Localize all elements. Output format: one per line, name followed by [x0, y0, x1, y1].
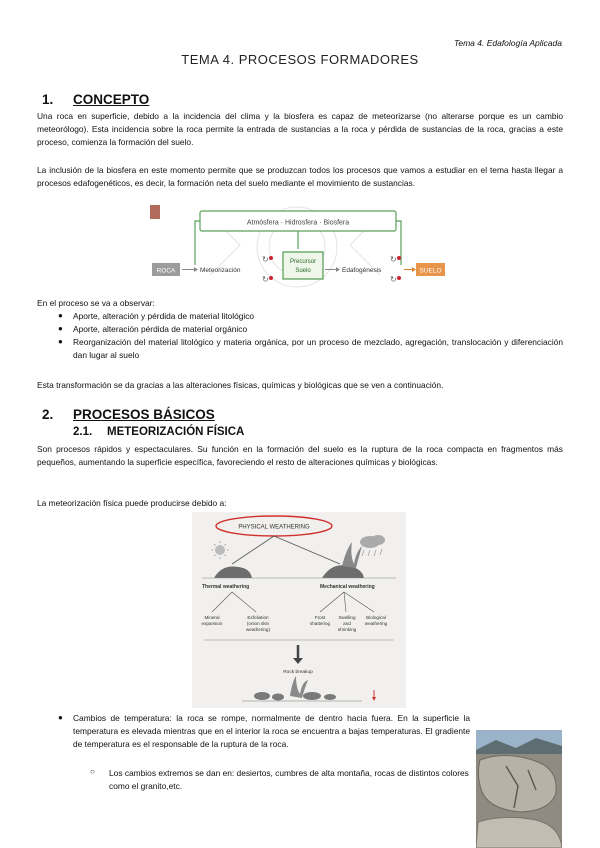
list-item: ● Reorganización del material litológico y materia orgánica, por un proceso de mezclado, agregación, translocación y diferenciación dan lugar al suelo [58, 337, 563, 361]
section-1-paragraph-1: Una roca en superficie, debido a la incidencia del clima y la biosfera es capaz de meteorizarse (no alterarse porque es un cambio meteorólogo). Esta incidencia sobre la roca permite la entrada de sustancias a la roca y pérdida de sustancias de la roca, gracias a este proceso, comienza la formación del suelo. [37, 111, 563, 148]
arrow-precursor-head [336, 267, 340, 272]
svg-text:and: and [343, 621, 351, 626]
page-title: TEMA 4. PROCESOS FORMADORES [181, 52, 419, 67]
physical-weathering-figure [192, 512, 406, 708]
svg-text:weathering): weathering) [245, 627, 271, 632]
rock-breakup-label: Rock breakup [283, 670, 313, 675]
svg-text:Swelling: Swelling [338, 615, 356, 620]
header-subject: Tema 4. Edafología Aplicada [453, 38, 562, 48]
list-item: ● Aporte, alteración pérdida de material orgánico [58, 324, 248, 334]
svg-text:(onion skin: (onion skin [246, 621, 270, 626]
svg-text:shattering: shattering [309, 621, 331, 626]
list-intro: En el proceso se va a observar: [37, 298, 155, 308]
bullet-icon: ● [58, 324, 63, 333]
precursor-label-2: Suelo [295, 268, 311, 274]
section-2-heading [0, 407, 600, 423]
subsection-2-1-heading [0, 426, 600, 440]
list-item: ● Aporte, alteración y pérdida de material litológico [58, 311, 255, 321]
svg-text:Exfoliation: Exfoliation [247, 615, 269, 620]
exchange-icon-right [390, 255, 401, 284]
svg-text:shrinking: shrinking [337, 627, 357, 632]
corner-fragment [150, 205, 160, 219]
section-1-paragraph-2: La inclusión de la biosfera en este momento permite que se produzcan todos los procesos que vamos a estudiar en el tema hasta llegar a procesos edafogenéticos, es decir, la formación neta del suelo mediante el movimiento de sustancias. [37, 165, 563, 189]
meteorizacion-label: Meteorización [200, 267, 241, 274]
section-1-title: CONCEPTO [73, 92, 150, 107]
suelo-label: SUELO [419, 267, 442, 275]
temperature-sub-bullet-text: Los cambios extremos se dan en: desiertos, cumbres de alta montaña, rocas de distintos colores como el granito,etc. [109, 768, 469, 792]
svg-text:Frost: Frost [314, 615, 326, 620]
granite-rock-photo [476, 730, 562, 848]
section-1-number: 1. [42, 92, 54, 107]
edafogenesis-label: Edafogénesis [342, 267, 382, 274]
svg-text:↻: ↻ [390, 255, 397, 264]
mechanical-label: Mechanical weathering [320, 584, 375, 590]
subsection-title: METEORIZACIÓN FÍSICA [107, 426, 245, 438]
sub-bullet-icon: ○ [90, 767, 95, 776]
bullet-icon: ● [58, 713, 63, 722]
svg-text:weathering: weathering [364, 621, 388, 626]
soil-formation-diagram [150, 205, 445, 291]
bullet-icon: ● [58, 337, 63, 346]
roca-label: ROCA [156, 267, 176, 275]
section-2-title: PROCESOS BÁSICOS [73, 407, 215, 422]
svg-text:Biological: Biological [366, 615, 386, 620]
left-connector [195, 221, 200, 265]
section-2-paragraph-1: Son procesos rápidos y espectaculares. Su función en la formación del suelo es la ruptura de la roca compacta en fragmentos más pequeños, aumentando la superficie específica, favoreciendo el resto de alteraciones químicas y biológicas. [37, 444, 563, 468]
thermal-label: Thermal weathering [202, 584, 250, 590]
section-2-number: 2. [42, 407, 54, 422]
temperature-bullet-text: Cambios de temperatura: la roca se rompe, normalmente de dentro hacia fuera. En la superficie la temperatura es elevada mientras que en el interior la roca se encuentra a bajas temperaturas. El gradiente de temperatura es el responsable de la ruptura de la roca. [73, 713, 470, 750]
subsection-number: 2.1. [73, 426, 93, 438]
concept-bullet-list [0, 310, 600, 363]
arrow-roca-head [194, 267, 198, 272]
svg-text:Mineral: Mineral [204, 615, 220, 620]
svg-text:↻: ↻ [262, 255, 269, 264]
section-1-heading [0, 92, 600, 108]
precursor-label-1: Precursor [289, 259, 317, 265]
section-1-closing: Esta transformación se da gracias a las alteraciones físicas, químicas y biológicas que se ven a continuación. [37, 380, 444, 390]
precursor-box [283, 252, 323, 279]
arrow-suelo-head [412, 267, 416, 272]
top-box-label: Atmósfera · Hidrosfera · Biosfera [246, 219, 350, 227]
figure-top-label: PHYSICAL WEATHERING [238, 524, 310, 531]
svg-text:↻: ↻ [262, 275, 269, 284]
svg-text:expansion: expansion [201, 621, 223, 626]
bullet-icon: ● [58, 311, 63, 320]
section-2-paragraph-2: La meteorización física puede producirse debido a: [37, 498, 227, 508]
svg-text:↻: ↻ [390, 275, 397, 284]
